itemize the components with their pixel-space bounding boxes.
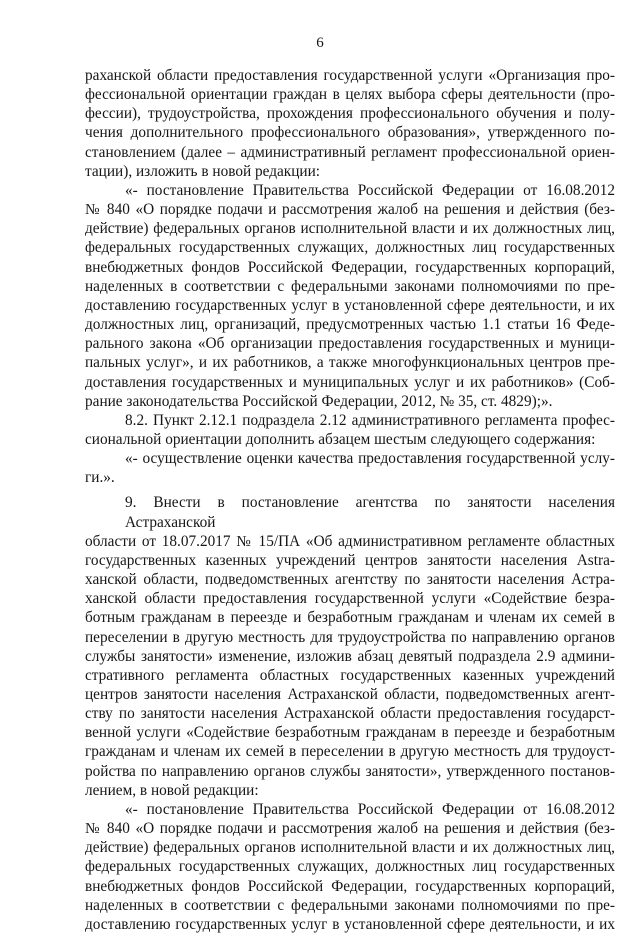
text-line: федеральных государственных служащих, должностных лиц государственных xyxy=(85,239,615,257)
text-line: переселении в другую местность для трудоустройства по направлению органов xyxy=(85,628,615,646)
text-line: доставлению государственных услуг в установленной сфере деятельности, и их xyxy=(85,915,615,933)
text-line: гражданам и членам их семей в переселении в другую местность для трудоуст- xyxy=(85,743,615,761)
text-line: № 840 «О порядке подачи и рассмотрения жалоб на решения и действия (без- xyxy=(85,820,615,838)
text-line: пальных услуг», и их работников, а также многофункциональных центров пре- xyxy=(85,354,615,372)
text-line: тации), изложить в новой редакции: xyxy=(85,162,321,180)
text-line: действие) федеральных органов исполнительной власти и их должностных лиц, xyxy=(85,220,615,238)
text-line: внебюджетных фондов Российской Федерации, государственных корпораций, xyxy=(85,258,615,276)
text-line: «- постановление Правительства Российской Федерации от 16.08.2012 xyxy=(125,181,615,199)
text-line: фессиональной ориентации граждан в целях выбора сферы деятельности (про- xyxy=(85,86,615,104)
page-number: 6 xyxy=(316,35,324,51)
text-line: службы занятости» изменение, изложив абзац девятый подраздела 2.9 админи- xyxy=(85,647,615,665)
text-line: государственных казенных учреждений центров занятости населения Astra- xyxy=(85,551,615,569)
text-line: становлением (далее – административный регламент профессиональной ориен- xyxy=(85,143,615,161)
text-line: чения дополнительного профессионального образования», утвержденного по- xyxy=(85,124,615,142)
text-line: ботным гражданам в переезде и безработным гражданам и членам их семей в xyxy=(85,609,615,627)
text-line: наделенных в соответствии с федеральными законами полномочиями по пре- xyxy=(85,277,615,295)
text-line: ству по занятости населения Астраханской области предоставления государст- xyxy=(85,705,615,723)
text-line: доставления государственных и муниципальных услуг и их работников» (Соб- xyxy=(85,373,615,391)
text-line: «- постановление Правительства Российской Федерации от 16.08.2012 xyxy=(125,800,615,818)
text-line: ройства по направлению органов службы занятости», утвержденного постанов- xyxy=(85,762,615,780)
text-line: ханской области предоставления государственной услуги «Содействие безра- xyxy=(85,590,615,608)
text-line: внебюджетных фондов Российской Федерации, государственных корпораций, xyxy=(85,877,615,895)
text-line: рального закона «Об организации предоставления государственных и муници- xyxy=(85,335,615,353)
text-line: лением, в новой редакции: xyxy=(85,781,259,799)
text-line: ханской области, подведомственных агентству по занятости населения Астра- xyxy=(85,571,615,589)
text-line: рание законодательства Российской Федерации, 2012, № 35, ст. 4829);». xyxy=(85,392,553,410)
text-line: венной услуги «Содействие безработным гражданам в переезде и безработным xyxy=(85,724,615,742)
text-line: наделенных в соответствии с федеральными законами полномочиями по пре- xyxy=(85,896,615,914)
text-line: федеральных государственных служащих, должностных лиц государственных xyxy=(85,858,615,876)
text-line: ги.». xyxy=(85,469,115,487)
document-body xyxy=(85,66,615,934)
text-line: области от 18.07.2017 № 15/ПА «Об административном регламенте областных xyxy=(85,532,615,550)
text-line: центров занятости населения Астраханской области, подведомственных агент- xyxy=(85,686,615,703)
text-line: стративного регламента областных государственных казенных учреждений xyxy=(85,666,615,684)
text-line: должностных лиц, организаций, предусмотренных частью 1.1 статьи 16 Феде- xyxy=(85,316,615,334)
text-line: доставлению государственных услуг в установленной сфере деятельности, и их xyxy=(85,296,615,314)
text-line: раханской области предоставления государственной услуги «Организация про- xyxy=(85,67,615,84)
text-line: сиональной ориентации дополнить абзацем шестым следующего содержания: xyxy=(85,430,596,448)
text-line: 8.2. Пункт 2.12.1 подраздела 2.12 административного регламента профес- xyxy=(125,411,615,429)
text-line: «- осуществление оценки качества предоставления государственной услу- xyxy=(125,450,615,468)
text-line: 9. Внести в постановление агентства по занятости населения Астраханской xyxy=(125,494,615,531)
text-line: фессии), трудоустройства, прохождения профессионального обучения и полу- xyxy=(85,105,615,123)
text-line: № 840 «О порядке подачи и рассмотрения жалоб на решения и действия (без- xyxy=(85,201,615,219)
text-line: действие) федеральных органов исполнительной власти и их должностных лиц, xyxy=(85,839,615,857)
